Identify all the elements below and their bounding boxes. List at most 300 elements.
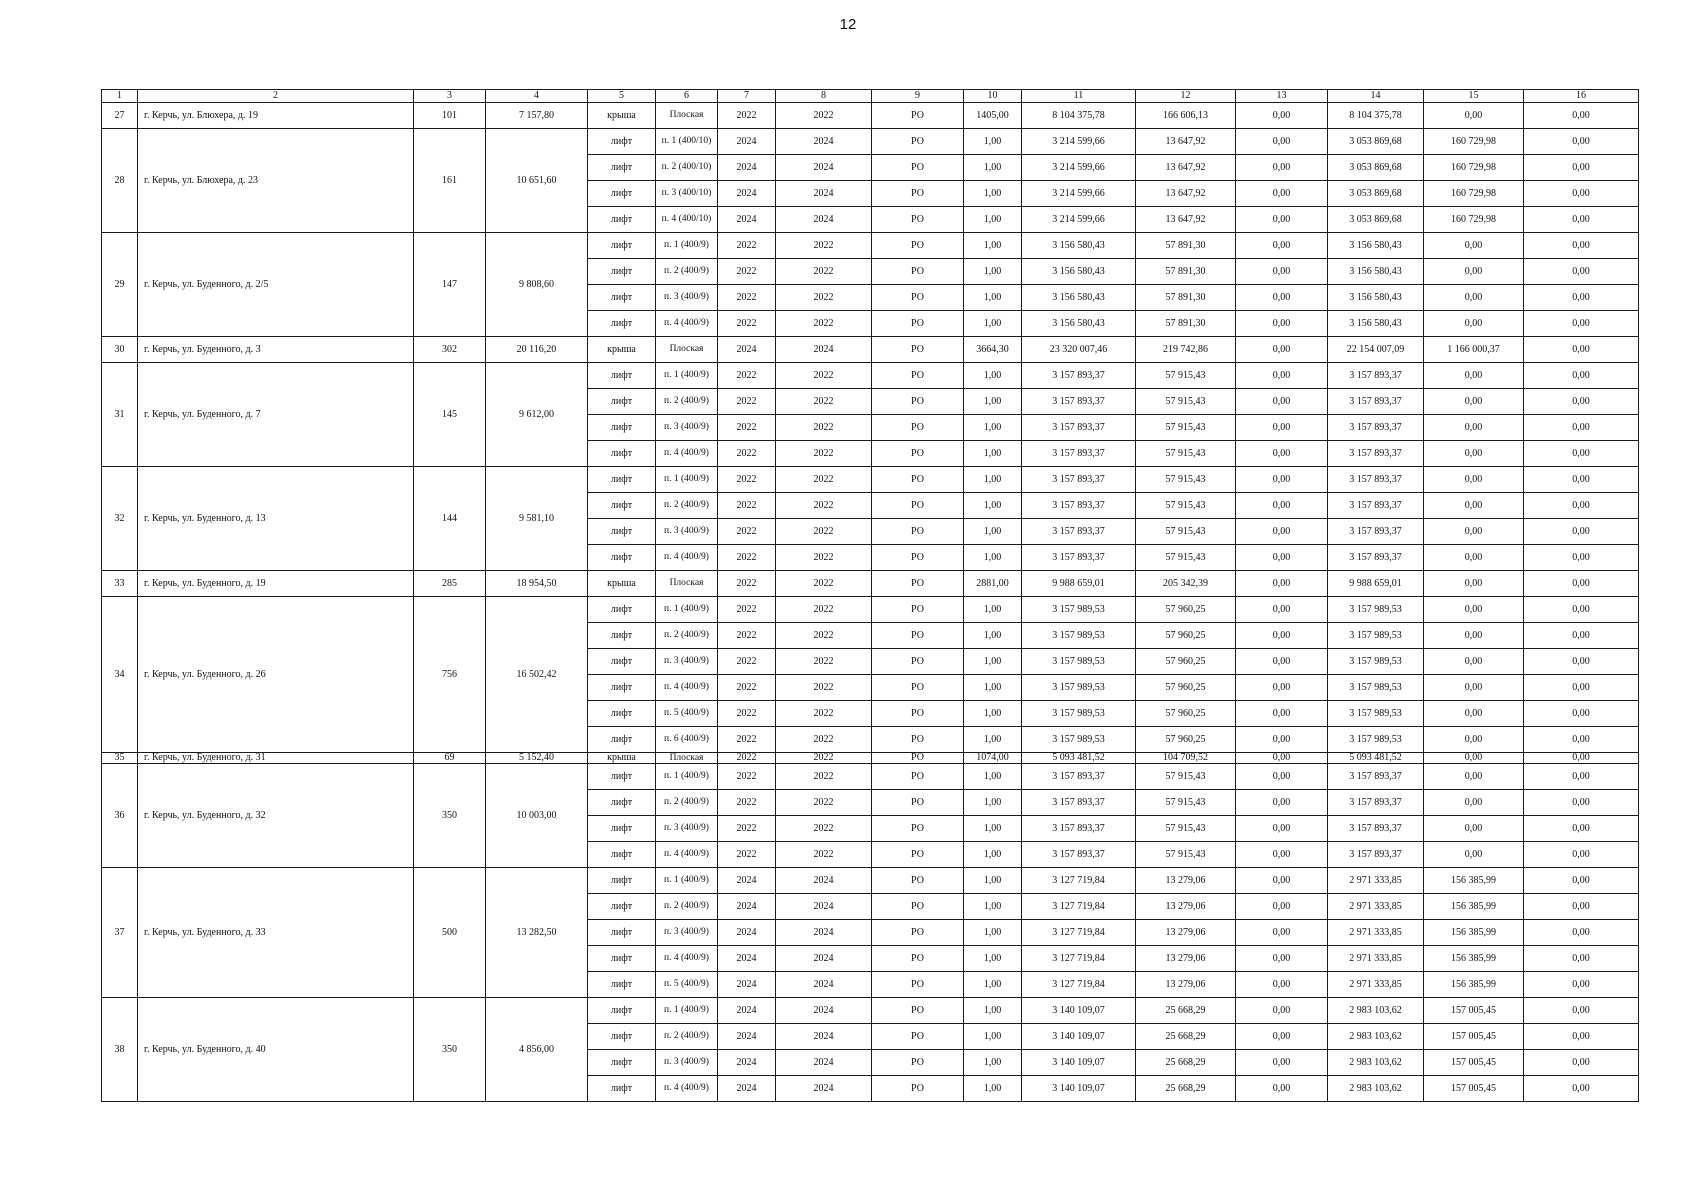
funding-source: РО <box>872 675 964 701</box>
cost-col-14: 5 093 481,52 <box>1328 753 1424 764</box>
house-area: 4 856,00 <box>486 998 588 1102</box>
unit-cost: 57 960,25 <box>1136 727 1236 753</box>
house-number: 30 <box>102 337 138 363</box>
cost-col-15: 0,00 <box>1424 285 1524 311</box>
unit-cost: 25 668,29 <box>1136 998 1236 1024</box>
cost-col-16: 0,00 <box>1524 946 1639 972</box>
work-type: лифт <box>588 1024 656 1050</box>
funding-source: РО <box>872 790 964 816</box>
unit-cost: 57 891,30 <box>1136 311 1236 337</box>
cost-col-15: 0,00 <box>1424 790 1524 816</box>
unit-cost: 13 279,06 <box>1136 946 1236 972</box>
cost-col-16: 0,00 <box>1524 649 1639 675</box>
cost-col-14: 3 157 893,37 <box>1328 467 1424 493</box>
funding-source: РО <box>872 103 964 129</box>
unit-cost: 13 279,06 <box>1136 868 1236 894</box>
cost-col-16: 0,00 <box>1524 675 1639 701</box>
cost-col-14: 8 104 375,78 <box>1328 103 1424 129</box>
quantity: 1,00 <box>964 1024 1022 1050</box>
unit-cost: 57 915,43 <box>1136 764 1236 790</box>
column-header-4: 4 <box>486 90 588 103</box>
cost-col-13: 0,00 <box>1236 1076 1328 1102</box>
cost-col-14: 3 156 580,43 <box>1328 259 1424 285</box>
quantity: 1,00 <box>964 623 1022 649</box>
table-header <box>102 90 1639 103</box>
cost-col-15: 160 729,98 <box>1424 181 1524 207</box>
cost-col-15: 0,00 <box>1424 649 1524 675</box>
quantity: 1,00 <box>964 129 1022 155</box>
year-start: 2024 <box>718 1076 776 1102</box>
cost-col-13: 0,00 <box>1236 259 1328 285</box>
quantity: 1,00 <box>964 519 1022 545</box>
cost-col-13: 0,00 <box>1236 415 1328 441</box>
element-type: п. 4 (400/9) <box>656 675 718 701</box>
unit-cost: 166 606,13 <box>1136 103 1236 129</box>
year-start: 2022 <box>718 441 776 467</box>
column-header-12: 12 <box>1136 90 1236 103</box>
cost-col-13: 0,00 <box>1236 790 1328 816</box>
unit-cost: 13 279,06 <box>1136 920 1236 946</box>
work-type: лифт <box>588 972 656 998</box>
column-header-10: 10 <box>964 90 1022 103</box>
cost-col-14: 2 971 333,85 <box>1328 868 1424 894</box>
house-address: г. Керчь, ул. Буденного, д. 26 <box>138 597 414 753</box>
year-end: 2024 <box>776 972 872 998</box>
year-start: 2024 <box>718 920 776 946</box>
work-type: лифт <box>588 207 656 233</box>
cost-col-16: 0,00 <box>1524 816 1639 842</box>
total-cost: 3 214 599,66 <box>1022 181 1136 207</box>
year-end: 2022 <box>776 285 872 311</box>
cost-col-14: 3 157 989,53 <box>1328 727 1424 753</box>
element-type: п. 2 (400/9) <box>656 389 718 415</box>
cost-col-16: 0,00 <box>1524 285 1639 311</box>
quantity: 1,00 <box>964 493 1022 519</box>
year-start: 2024 <box>718 155 776 181</box>
cost-col-16: 0,00 <box>1524 311 1639 337</box>
house-address: г. Керчь, ул. Буденного, д. 3 <box>138 337 414 363</box>
unit-cost: 25 668,29 <box>1136 1076 1236 1102</box>
column-header-3: 3 <box>414 90 486 103</box>
cost-col-15: 0,00 <box>1424 727 1524 753</box>
element-type: п. 5 (400/9) <box>656 701 718 727</box>
funding-source: РО <box>872 894 964 920</box>
cost-col-15: 1 166 000,37 <box>1424 337 1524 363</box>
total-cost: 3 157 989,53 <box>1022 649 1136 675</box>
quantity: 1,00 <box>964 467 1022 493</box>
funding-source: РО <box>872 727 964 753</box>
unit-cost: 219 742,86 <box>1136 337 1236 363</box>
element-type: п. 2 (400/9) <box>656 790 718 816</box>
total-cost: 3 140 109,07 <box>1022 1024 1136 1050</box>
cost-col-13: 0,00 <box>1236 363 1328 389</box>
year-end: 2022 <box>776 415 872 441</box>
total-cost: 3 214 599,66 <box>1022 129 1136 155</box>
year-end: 2024 <box>776 946 872 972</box>
element-type: п. 2 (400/9) <box>656 894 718 920</box>
house-area: 16 502,42 <box>486 597 588 753</box>
cost-col-13: 0,00 <box>1236 389 1328 415</box>
house-address: г. Керчь, ул. Буденного, д. 40 <box>138 998 414 1102</box>
cost-col-16: 0,00 <box>1524 545 1639 571</box>
cost-col-13: 0,00 <box>1236 155 1328 181</box>
unit-cost: 13 647,92 <box>1136 129 1236 155</box>
unit-cost: 57 960,25 <box>1136 649 1236 675</box>
quantity: 1,00 <box>964 415 1022 441</box>
house-area: 10 003,00 <box>486 764 588 868</box>
cost-col-13: 0,00 <box>1236 181 1328 207</box>
year-end: 2022 <box>776 675 872 701</box>
house-number: 37 <box>102 868 138 998</box>
element-type: п. 2 (400/9) <box>656 1024 718 1050</box>
house-number: 36 <box>102 764 138 868</box>
year-start: 2024 <box>718 972 776 998</box>
total-cost: 3 157 893,37 <box>1022 493 1136 519</box>
total-cost: 3 157 989,53 <box>1022 675 1136 701</box>
cost-col-14: 3 157 893,37 <box>1328 389 1424 415</box>
total-cost: 9 988 659,01 <box>1022 571 1136 597</box>
year-start: 2022 <box>718 285 776 311</box>
year-start: 2024 <box>718 1024 776 1050</box>
total-cost: 3 127 719,84 <box>1022 868 1136 894</box>
cost-col-15: 0,00 <box>1424 311 1524 337</box>
cost-col-16: 0,00 <box>1524 972 1639 998</box>
total-cost: 3 157 893,37 <box>1022 363 1136 389</box>
funding-source: РО <box>872 972 964 998</box>
unit-cost: 57 915,43 <box>1136 441 1236 467</box>
house-col-3: 145 <box>414 363 486 467</box>
work-type: лифт <box>588 311 656 337</box>
total-cost: 3 157 893,37 <box>1022 790 1136 816</box>
year-end: 2022 <box>776 816 872 842</box>
cost-col-15: 0,00 <box>1424 764 1524 790</box>
year-start: 2024 <box>718 207 776 233</box>
table-row <box>102 337 1639 363</box>
repair-register-table <box>101 89 1639 1102</box>
work-type: лифт <box>588 155 656 181</box>
cost-col-15: 0,00 <box>1424 441 1524 467</box>
year-end: 2022 <box>776 623 872 649</box>
house-address: г. Керчь, ул. Буденного, д. 19 <box>138 571 414 597</box>
work-type: лифт <box>588 868 656 894</box>
house-number: 31 <box>102 363 138 467</box>
funding-source: РО <box>872 1076 964 1102</box>
element-type: Плоская <box>656 571 718 597</box>
cost-col-14: 3 053 869,68 <box>1328 207 1424 233</box>
work-type: лифт <box>588 285 656 311</box>
year-end: 2022 <box>776 764 872 790</box>
cost-col-15: 0,00 <box>1424 701 1524 727</box>
cost-col-13: 0,00 <box>1236 311 1328 337</box>
unit-cost: 25 668,29 <box>1136 1024 1236 1050</box>
house-col-3: 756 <box>414 597 486 753</box>
total-cost: 3 127 719,84 <box>1022 920 1136 946</box>
cost-col-16: 0,00 <box>1524 727 1639 753</box>
cost-col-15: 0,00 <box>1424 753 1524 764</box>
funding-source: РО <box>872 467 964 493</box>
column-header-7: 7 <box>718 90 776 103</box>
cost-col-13: 0,00 <box>1236 701 1328 727</box>
work-type: лифт <box>588 1076 656 1102</box>
page-number: 12 <box>839 16 857 33</box>
cost-col-14: 3 156 580,43 <box>1328 285 1424 311</box>
element-type: п. 4 (400/9) <box>656 441 718 467</box>
element-type: п. 3 (400/9) <box>656 415 718 441</box>
column-header-14: 14 <box>1328 90 1424 103</box>
total-cost: 3 157 989,53 <box>1022 623 1136 649</box>
funding-source: РО <box>872 233 964 259</box>
funding-source: РО <box>872 868 964 894</box>
work-type: лифт <box>588 623 656 649</box>
year-start: 2022 <box>718 816 776 842</box>
funding-source: РО <box>872 1050 964 1076</box>
work-type: лифт <box>588 519 656 545</box>
quantity: 1,00 <box>964 727 1022 753</box>
total-cost: 3 157 893,37 <box>1022 519 1136 545</box>
funding-source: РО <box>872 181 964 207</box>
element-type: п. 3 (400/9) <box>656 1050 718 1076</box>
cost-col-14: 3 157 893,37 <box>1328 764 1424 790</box>
house-col-3: 350 <box>414 998 486 1102</box>
house-number: 35 <box>102 753 138 764</box>
cost-col-14: 9 988 659,01 <box>1328 571 1424 597</box>
funding-source: РО <box>872 207 964 233</box>
quantity: 1,00 <box>964 155 1022 181</box>
total-cost: 3 156 580,43 <box>1022 285 1136 311</box>
quantity: 1,00 <box>964 946 1022 972</box>
cost-col-13: 0,00 <box>1236 623 1328 649</box>
cost-col-15: 0,00 <box>1424 519 1524 545</box>
work-type: лифт <box>588 233 656 259</box>
house-address: г. Керчь, ул. Буденного, д. 31 <box>138 753 414 764</box>
year-end: 2022 <box>776 649 872 675</box>
year-start: 2022 <box>718 701 776 727</box>
funding-source: РО <box>872 259 964 285</box>
element-type: п. 1 (400/9) <box>656 764 718 790</box>
quantity: 3664,30 <box>964 337 1022 363</box>
column-header-16: 16 <box>1524 90 1639 103</box>
year-start: 2022 <box>718 842 776 868</box>
work-type: лифт <box>588 1050 656 1076</box>
cost-col-14: 3 156 580,43 <box>1328 311 1424 337</box>
cost-col-16: 0,00 <box>1524 1024 1639 1050</box>
total-cost: 3 140 109,07 <box>1022 998 1136 1024</box>
cost-col-16: 0,00 <box>1524 259 1639 285</box>
column-header-6: 6 <box>656 90 718 103</box>
cost-col-13: 0,00 <box>1236 441 1328 467</box>
year-end: 2022 <box>776 790 872 816</box>
funding-source: РО <box>872 337 964 363</box>
funding-source: РО <box>872 623 964 649</box>
table-row <box>102 998 1639 1024</box>
work-type: лифт <box>588 545 656 571</box>
year-end: 2024 <box>776 920 872 946</box>
element-type: п. 4 (400/9) <box>656 946 718 972</box>
quantity: 1,00 <box>964 1076 1022 1102</box>
element-type: п. 2 (400/10) <box>656 155 718 181</box>
cost-col-14: 2 983 103,62 <box>1328 998 1424 1024</box>
house-number: 38 <box>102 998 138 1102</box>
column-header-2: 2 <box>138 90 414 103</box>
cost-col-15: 0,00 <box>1424 597 1524 623</box>
funding-source: РО <box>872 842 964 868</box>
cost-col-13: 0,00 <box>1236 207 1328 233</box>
unit-cost: 25 668,29 <box>1136 1050 1236 1076</box>
element-type: п. 1 (400/9) <box>656 467 718 493</box>
quantity: 1,00 <box>964 441 1022 467</box>
unit-cost: 57 915,43 <box>1136 415 1236 441</box>
cost-col-13: 0,00 <box>1236 675 1328 701</box>
house-address: г. Керчь, ул. Буденного, д. 32 <box>138 764 414 868</box>
cost-col-13: 0,00 <box>1236 753 1328 764</box>
funding-source: РО <box>872 285 964 311</box>
cost-col-15: 0,00 <box>1424 675 1524 701</box>
funding-source: РО <box>872 155 964 181</box>
cost-col-15: 156 385,99 <box>1424 920 1524 946</box>
house-area: 9 612,00 <box>486 363 588 467</box>
element-type: п. 3 (400/9) <box>656 920 718 946</box>
work-type: лифт <box>588 181 656 207</box>
cost-col-13: 0,00 <box>1236 764 1328 790</box>
cost-col-14: 2 971 333,85 <box>1328 972 1424 998</box>
quantity: 1,00 <box>964 998 1022 1024</box>
quantity: 1,00 <box>964 233 1022 259</box>
work-type: лифт <box>588 998 656 1024</box>
funding-source: РО <box>872 764 964 790</box>
quantity: 1,00 <box>964 181 1022 207</box>
column-number-row <box>102 90 1639 103</box>
year-end: 2024 <box>776 894 872 920</box>
funding-source: РО <box>872 649 964 675</box>
unit-cost: 57 915,43 <box>1136 389 1236 415</box>
cost-col-14: 3 157 893,37 <box>1328 441 1424 467</box>
element-type: п. 3 (400/10) <box>656 181 718 207</box>
element-type: п. 4 (400/9) <box>656 842 718 868</box>
table-body <box>102 103 1639 1102</box>
cost-col-13: 0,00 <box>1236 571 1328 597</box>
house-col-3: 101 <box>414 103 486 129</box>
cost-col-14: 3 053 869,68 <box>1328 129 1424 155</box>
table-row <box>102 597 1639 623</box>
house-number: 27 <box>102 103 138 129</box>
year-end: 2022 <box>776 467 872 493</box>
house-area: 5 152,40 <box>486 753 588 764</box>
house-area: 7 157,80 <box>486 103 588 129</box>
total-cost: 5 093 481,52 <box>1022 753 1136 764</box>
year-end: 2024 <box>776 1050 872 1076</box>
cost-col-15: 160 729,98 <box>1424 207 1524 233</box>
column-header-11: 11 <box>1022 90 1136 103</box>
cost-col-16: 0,00 <box>1524 753 1639 764</box>
cost-col-16: 0,00 <box>1524 155 1639 181</box>
cost-col-16: 0,00 <box>1524 894 1639 920</box>
cost-col-15: 156 385,99 <box>1424 894 1524 920</box>
funding-source: РО <box>872 389 964 415</box>
cost-col-14: 3 156 580,43 <box>1328 233 1424 259</box>
year-end: 2022 <box>776 311 872 337</box>
cost-col-16: 0,00 <box>1524 233 1639 259</box>
total-cost: 3 157 893,37 <box>1022 842 1136 868</box>
total-cost: 3 157 893,37 <box>1022 467 1136 493</box>
funding-source: РО <box>872 441 964 467</box>
cost-col-14: 3 157 893,37 <box>1328 415 1424 441</box>
year-end: 2022 <box>776 597 872 623</box>
cost-col-13: 0,00 <box>1236 337 1328 363</box>
funding-source: РО <box>872 415 964 441</box>
total-cost: 3 157 893,37 <box>1022 545 1136 571</box>
cost-col-16: 0,00 <box>1524 920 1639 946</box>
quantity: 1074,00 <box>964 753 1022 764</box>
cost-col-16: 0,00 <box>1524 790 1639 816</box>
year-start: 2024 <box>718 946 776 972</box>
cost-col-16: 0,00 <box>1524 467 1639 493</box>
cost-col-13: 0,00 <box>1236 1024 1328 1050</box>
total-cost: 8 104 375,78 <box>1022 103 1136 129</box>
funding-source: РО <box>872 753 964 764</box>
work-type: лифт <box>588 727 656 753</box>
unit-cost: 57 891,30 <box>1136 233 1236 259</box>
cost-col-13: 0,00 <box>1236 894 1328 920</box>
year-end: 2024 <box>776 207 872 233</box>
cost-col-15: 0,00 <box>1424 233 1524 259</box>
total-cost: 3 156 580,43 <box>1022 233 1136 259</box>
cost-col-14: 3 157 893,37 <box>1328 816 1424 842</box>
unit-cost: 57 891,30 <box>1136 285 1236 311</box>
quantity: 1,00 <box>964 207 1022 233</box>
cost-col-14: 3 157 989,53 <box>1328 649 1424 675</box>
house-number: 32 <box>102 467 138 571</box>
work-type: лифт <box>588 920 656 946</box>
year-start: 2022 <box>718 519 776 545</box>
house-address: г. Керчь, ул. Буденного, д. 2/5 <box>138 233 414 337</box>
cost-col-13: 0,00 <box>1236 727 1328 753</box>
unit-cost: 57 960,25 <box>1136 675 1236 701</box>
cost-col-15: 0,00 <box>1424 493 1524 519</box>
year-start: 2022 <box>718 415 776 441</box>
quantity: 1,00 <box>964 842 1022 868</box>
funding-source: РО <box>872 816 964 842</box>
cost-col-15: 156 385,99 <box>1424 868 1524 894</box>
house-number: 29 <box>102 233 138 337</box>
cost-col-13: 0,00 <box>1236 998 1328 1024</box>
funding-source: РО <box>872 597 964 623</box>
cost-col-15: 0,00 <box>1424 363 1524 389</box>
element-type: п. 1 (400/9) <box>656 998 718 1024</box>
house-address: г. Керчь, ул. Буденного, д. 33 <box>138 868 414 998</box>
table-row <box>102 103 1639 129</box>
cost-col-13: 0,00 <box>1236 972 1328 998</box>
funding-source: РО <box>872 701 964 727</box>
unit-cost: 57 915,43 <box>1136 790 1236 816</box>
total-cost: 3 157 989,53 <box>1022 597 1136 623</box>
total-cost: 3 157 893,37 <box>1022 816 1136 842</box>
house-col-3: 350 <box>414 764 486 868</box>
cost-col-15: 157 005,45 <box>1424 1076 1524 1102</box>
element-type: п. 2 (400/9) <box>656 623 718 649</box>
unit-cost: 57 960,25 <box>1136 623 1236 649</box>
cost-col-16: 0,00 <box>1524 129 1639 155</box>
unit-cost: 57 915,43 <box>1136 467 1236 493</box>
cost-col-15: 0,00 <box>1424 389 1524 415</box>
table-row <box>102 764 1639 790</box>
total-cost: 3 140 109,07 <box>1022 1076 1136 1102</box>
element-type: п. 1 (400/9) <box>656 868 718 894</box>
cost-col-13: 0,00 <box>1236 545 1328 571</box>
year-start: 2022 <box>718 103 776 129</box>
total-cost: 3 127 719,84 <box>1022 894 1136 920</box>
unit-cost: 13 647,92 <box>1136 155 1236 181</box>
house-col-3: 69 <box>414 753 486 764</box>
